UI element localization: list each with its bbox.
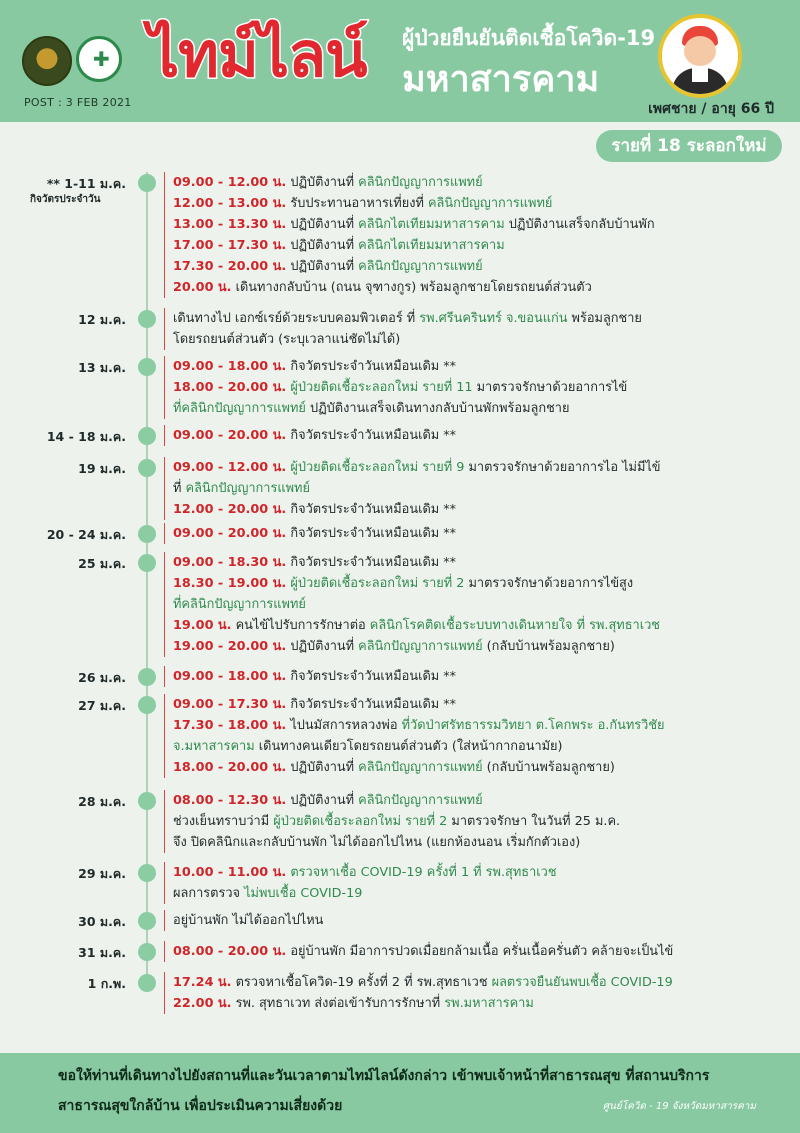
entry-line [173,993,673,1014]
detail-text: ปฏิบัติงานที่ [286,793,359,808]
entry-date: 27 ม.ค. [78,698,126,713]
place-text: ที่คลินิกปัญญาการแพทย์ [173,597,306,612]
detail-text: ช่วงเย็นทราบว่ามี [173,814,274,829]
entry-date: 30 ม.ค. [78,914,126,929]
timeline-dot-icon [138,310,156,328]
entry-line [173,398,627,419]
footer-banner [0,1053,800,1133]
detail-text: (กลับบ้านพร้อมลูกชาย) [482,760,615,775]
place-text: ตรวจหาเชื้อ COVID-19 ครั้งที่ 1 ที่ รพ.สุทธาเวช [286,865,557,880]
entry-line [173,193,655,214]
gender-age-label: เพศชาย / อายุ 66 ปี [648,101,774,117]
timeline-dot-icon [138,554,156,572]
entry-line [173,552,660,573]
detail-text: มาตรวจรักษาด้วยอาการไข้สูง [464,576,634,591]
timeline-dot-icon [138,912,156,930]
detail-text: ปฏิบัติงานเสร็จเดินทางกลับบ้านพักพร้อมลูกชาย [305,401,570,416]
entry-details [164,972,673,1014]
detail-text: กิจวัตรประจำวันเหมือนเดิม ** [286,555,457,570]
time-text: 09.00 - 17.30 น. [173,697,287,712]
entry-details [164,457,661,520]
entry-details [164,425,456,446]
place-text: ผู้ป่วยติดเชื้อระลอกใหม่ รายที่ 9 [286,460,465,475]
timeline-dot-icon [138,459,156,477]
entry-line [173,356,627,377]
timeline-dot-icon [138,525,156,543]
entry-line [173,308,642,329]
timeline-axis [146,172,148,984]
province-seal-logo [22,36,72,86]
timeline-dot-icon [138,174,156,192]
entry-line [173,329,642,350]
entry-details [164,523,456,544]
place-text: รพ.ศรีนครินทร์ จ.ขอนแก่น [419,311,568,326]
entry-details [164,790,620,853]
timeline-dot-icon [138,358,156,376]
footer-notice-line2: สาธารณสุขใกล้บ้าน เพื่อประเมินความเสี่ยงด้วย [58,1098,343,1114]
detail-text: คนไข้ไปรับการรักษาต่อ [231,618,370,633]
detail-text: ผลการตรวจ [173,886,245,901]
time-text: 20.00 น. [173,280,232,295]
detail-text: เดินทางคนเดียวโดยรถยนต์ส่วนตัว (ใส่หน้ากากอนามัย) [254,739,563,754]
time-text: 19.00 - 20.00 น. [173,639,287,654]
entry-date: 25 ม.ค. [78,556,126,571]
place-text: คลินิกปัญญาการแพทย์ [358,760,483,775]
place-text: คลินิกปัญญาการแพทย์ [185,481,310,496]
entry-line [173,172,655,193]
post-date: POST : 3 FEB 2021 [24,96,132,109]
place-text: คลินิกไตเทียมมหาสารคาม [358,217,505,232]
detail-text: โดยรถยนต์ส่วนตัว (ระบุเวลาแน่ชัดไม่ได้) [173,332,401,347]
detail-text: กิจวัตรประจำวันเหมือนเดิม ** [286,502,457,517]
entry-date: 28 ม.ค. [78,794,126,809]
entry-date: 31 ม.ค. [78,945,126,960]
time-text: 17.24 น. [173,975,232,990]
moph-logo: ✚ [76,36,122,82]
entry-date: 1 ก.พ. [87,976,126,991]
entry-line [173,594,660,615]
time-text: 12.00 - 20.00 น. [173,502,287,517]
entry-details [164,172,655,298]
time-text: 09.00 - 18.30 น. [173,555,287,570]
entry-line [173,636,660,657]
place-text: คลินิกปัญญาการแพทย์ [427,196,553,211]
entry-line [173,615,660,636]
timeline-dot-icon [138,427,156,445]
place-text: ผู้ป่วยติดเชื้อระลอกใหม่ รายที่ 11 [286,380,473,395]
entry-line [173,478,661,499]
place-text: ผู้ป่วยติดเชื้อระลอกใหม่ รายที่ 2 [273,814,448,829]
detail-text: รพ. สุทธาเวท ส่งต่อเข้ารับการรักษาที่ [231,996,445,1011]
detail-text: ปฏิบัติงานที่ [286,238,359,253]
time-text: 17.30 - 18.00 น. [173,718,287,733]
detail-text: เดินทางไป เอกซ์เรย์ด้วยระบบคอมพิวเตอร์ ที่ [173,311,420,326]
entry-line [173,457,661,478]
detail-text: ที่ [173,481,186,496]
time-text: 18.00 - 20.00 น. [173,380,287,395]
entry-details [164,941,673,962]
entry-line [173,790,620,811]
timeline-dot-icon [138,943,156,961]
time-text: 09.00 - 12.00 น. [173,460,287,475]
detail-text: เดินทางกลับบ้าน (ถนน จุฑางกูร) พร้อมลูกชายโดยรถยนต์ส่วนตัว [231,280,592,295]
place-text: คลินิกปัญญาการแพทย์ [358,175,483,190]
time-text: 22.00 น. [173,996,232,1011]
entry-line [173,425,456,446]
time-text: 08.00 - 20.00 น. [173,944,287,959]
entry-date: 13 ม.ค. [78,360,126,375]
time-text: 17.30 - 20.00 น. [173,259,287,274]
detail-text: ตรวจหาเชื้อโควิด-19 ครั้งที่ 2 ที่ รพ.สุทธาเวช [231,975,492,990]
entry-line [173,715,665,736]
detail-text: มาตรวจรักษาด้วยอาการไข้ [472,380,628,395]
entry-line [173,910,323,931]
footer-notice-line1: ขอให้ท่านที่เดินทางไปยังสถานที่และวันเวลาตามไทม์ไลน์ดังกล่าว เข้าพบเจ้าหน้าที่สาธารณสุข ที่สถานบริการ [58,1068,710,1084]
time-text: 17.00 - 17.30 น. [173,238,287,253]
case-number-badge: รายที่ 18 ระลอกใหม่ [596,130,782,162]
subtitle-line1: ผู้ป่วยยืนยันติดเชื้อโควิด-19 [402,26,656,50]
entry-details [164,862,557,904]
detail-text: ไปนมัสการหลวงพ่อ [286,718,402,733]
detail-text: กิจวัตรประจำวันเหมือนเดิม ** [286,669,457,684]
place-text: คลินิกปัญญาการแพทย์ [358,259,483,274]
entry-date: 29 ม.ค. [78,866,126,881]
place-text: ที่วัดป่าศรัทธารรมวิทยา ต.โคกพระ อ.กันทรวิชัย [401,718,665,733]
time-text: 19.00 น. [173,618,232,633]
place-text: คลินิกไตเทียมมหาสารคาม [358,238,505,253]
entry-date-note: กิจวัตรประจำวัน [30,194,101,205]
detail-text: กิจวัตรประจำวันเหมือนเดิม ** [286,697,457,712]
detail-text: ปฏิบัติงานที่ [286,259,359,274]
detail-text: รับประทานอาหารเที่ยงที่ [286,196,428,211]
detail-text: (กลับบ้านพร้อมลูกชาย) [482,639,615,654]
entry-line [173,523,456,544]
detail-text: ปฏิบัติงานที่ [286,175,359,190]
patient-avatar-icon [658,14,742,98]
detail-text: จึง ปิดคลินิกและกลับบ้านพัก ไม่ได้ออกไปไหน (แยกห้องนอน เริ่มกักตัวเอง) [173,835,581,850]
time-text: 18.30 - 19.00 น. [173,576,287,591]
place-text: คลินิกโรคติดเชื้อระบบทางเดินหายใจ ที่ รพ.สุทธาเวช [369,618,660,633]
detail-text: อยู่บ้านพัก มีอาการปวดเมื่อยกล้ามเนื้อ ครั่นเนื้อครั่นตัว คล้ายจะเป็นไข้ [286,944,674,959]
place-text: ที่คลินิกปัญญาการแพทย์ [173,401,306,416]
entry-line [173,214,655,235]
entry-line [173,736,665,757]
place-text: คลินิกปัญญาการแพทย์ [358,639,483,654]
detail-text: มาตรวจรักษา ในวันที่ 25 ม.ค. [447,814,621,829]
entry-line [173,757,665,778]
detail-text: พร้อมลูกชาย [567,311,642,326]
entry-line [173,235,655,256]
time-text: 13.00 - 13.30 น. [173,217,287,232]
timeline-dot-icon [138,792,156,810]
time-text: 08.00 - 12.30 น. [173,793,287,808]
place-text: ผู้ป่วยติดเชื้อระลอกใหม่ รายที่ 2 [286,576,465,591]
timeline-dot-icon [138,974,156,992]
place-text: ไม่พบเชื้อ COVID-19 [244,886,363,901]
place-text: คลินิกปัญญาการแพทย์ [358,793,483,808]
detail-text: ปฏิบัติงานเสร็จกลับบ้านพัก [504,217,655,232]
entry-line [173,883,557,904]
entry-date: ** 1-11 ม.ค. [46,176,126,191]
time-text: 12.00 - 13.00 น. [173,196,287,211]
detail-text: กิจวัตรประจำวันเหมือนเดิม ** [286,526,457,541]
entry-details [164,552,660,657]
time-text: 09.00 - 20.00 น. [173,428,287,443]
place-text: รพ.มหาสารคาม [444,996,534,1011]
detail-text: กิจวัตรประจำวันเหมือนเดิม ** [286,359,457,374]
entry-details [164,356,627,419]
place-text: จ.มหาสารคาม [173,739,255,754]
entry-date: 14 - 18 ม.ค. [46,429,126,444]
entry-details [164,910,323,931]
entry-line [173,862,557,883]
entry-date: 20 - 24 ม.ค. [46,527,126,542]
entry-date: 19 ม.ค. [78,461,126,476]
entry-line [173,499,661,520]
entry-line [173,972,673,993]
entry-line [173,377,627,398]
entry-line [173,256,655,277]
timeline-dot-icon [138,696,156,714]
time-text: 09.00 - 18.00 น. [173,669,287,684]
footer-credit: ศูนย์โควิด - 19 จังหวัดมหาสารคาม [602,1101,756,1112]
timeline-dot-icon [138,668,156,686]
time-text: 09.00 - 20.00 น. [173,526,287,541]
entry-details [164,694,665,778]
entry-details [164,308,642,350]
time-text: 10.00 - 11.00 น. [173,865,287,880]
entry-line [173,573,660,594]
place-text: ผลตรวจยืนยันพบเชื้อ COVID-19 [491,975,673,990]
detail-text: ปฏิบัติงานที่ [286,760,359,775]
entry-line [173,277,655,298]
entry-line [173,941,673,962]
entry-line [173,666,456,687]
detail-text: กิจวัตรประจำวันเหมือนเดิม ** [286,428,457,443]
subtitle-line2: มหาสารคาม [402,59,600,100]
entry-details [164,666,456,687]
entry-line [173,832,620,853]
time-text: 09.00 - 12.00 น. [173,175,287,190]
page-title: ไทม์ไลน์ [148,18,367,91]
detail-text: มาตรวจรักษาด้วยอาการไอ ไม่มีไข้ [464,460,661,475]
time-text: 09.00 - 18.00 น. [173,359,287,374]
entry-line [173,694,665,715]
time-text: 18.00 - 20.00 น. [173,760,287,775]
detail-text: อยู่บ้านพัก ไม่ได้ออกไปไหน [173,913,324,928]
entry-date: 12 ม.ค. [78,312,126,327]
entry-line [173,811,620,832]
entry-date: 26 ม.ค. [78,670,126,685]
detail-text: ปฏิบัติงานที่ [286,217,359,232]
timeline-dot-icon [138,864,156,882]
detail-text: ปฏิบัติงานที่ [286,639,359,654]
